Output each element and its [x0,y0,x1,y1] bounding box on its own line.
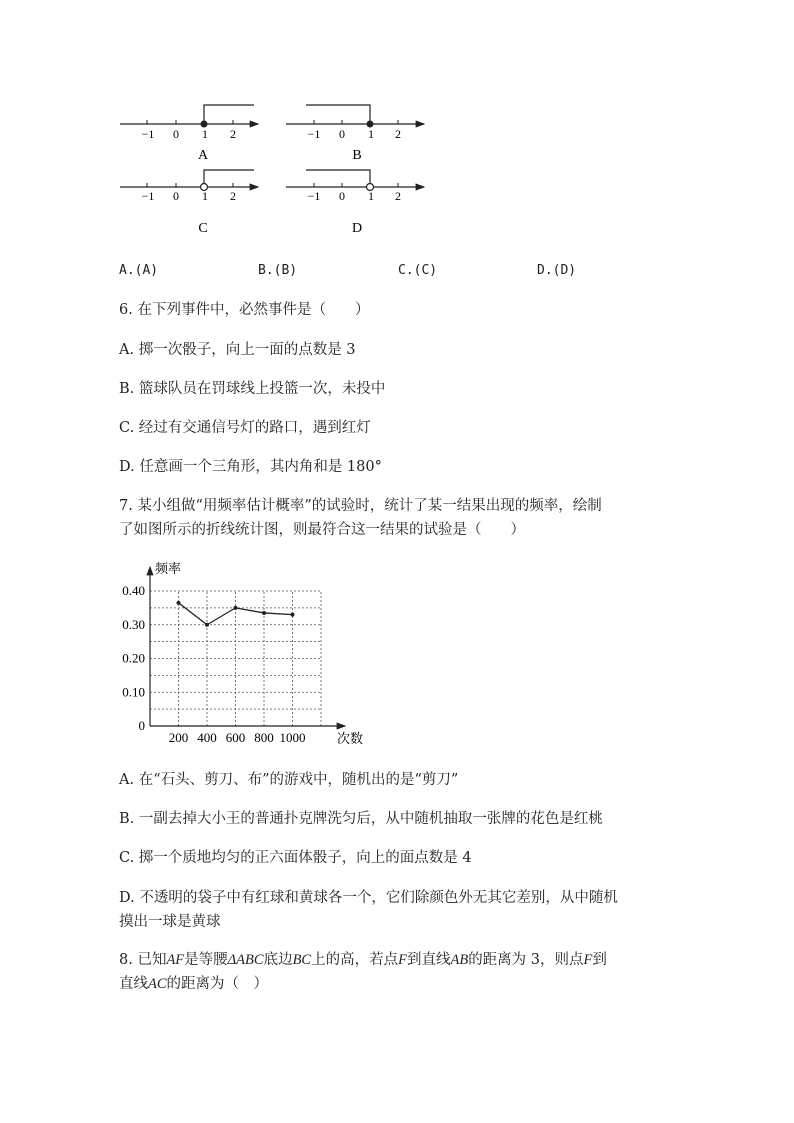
data-point [205,623,209,627]
tick-label: 2 [395,189,401,203]
tick-label: −1 [307,189,321,203]
y-tick-label: 0.40 [122,583,145,598]
figure-label-d: D [351,221,363,236]
tick-label: 2 [395,127,401,141]
q5-option-b: B.(B) [258,263,298,278]
y-tick-label: 0.10 [122,684,145,700]
tick-label: −1 [307,127,321,141]
tick-label: −1 [141,127,155,141]
x-tick-label: 600 [225,730,246,745]
q8-stem-line1: 8. 已知AF是等腰ΔABC底边BC上的高，若点F到直线AB的距离为 3，则点F到 [119,952,607,968]
data-point [262,611,266,615]
x-axis-label: 次数 [337,731,364,746]
q7-option-a: A. 在“石头、剪刀、布”的游戏中，随机出的是“剪刀” [119,772,459,788]
y-tick-label: 0 [138,718,145,733]
data-point [177,601,181,605]
y-axis-label: 频率 [155,561,182,576]
q5-option-a: A.(A) [119,263,159,278]
q7-option-d-line1: D. 不透明的袋子中有红球和黄球各一个，它们除颜色外无其它差别，从中随机 [119,890,618,906]
q7-stem-line2: 了如图所示的折线统计图，则最符合这一结果的试验是（ ） [119,522,525,538]
data-point [291,613,295,617]
q6-option-a: A. 掷一次骰子，向上一面的点数是 3 [119,342,356,358]
q7-option-c: C. 掷一个质地均匀的正六面体骰子，向上的面点数是 4 [119,850,472,866]
tick-label: 0 [339,189,345,203]
tick-label: 2 [230,189,236,203]
tick-label: 1 [368,127,374,141]
y-tick-label: 0.20 [122,650,145,666]
q6-option-d: D. 任意画一个三角形，其内角和是 180° [119,459,382,475]
q6-option-c: C. 经过有交通信号灯的路口，遇到红灯 [119,420,371,436]
q6-option-b: B. 篮球队员在罚球线上投篮一次，未投中 [119,381,386,397]
chart-grid [150,591,321,726]
data-point [234,606,238,610]
x-tick-label: 800 [254,730,274,745]
tick-label: 1 [202,127,208,141]
x-tick-label: 1000 [279,730,306,745]
figure-label-c: C [198,221,208,236]
x-tick-label: 200 [168,730,189,745]
q5-option-d: D.(D) [537,263,577,278]
tick-label: 0 [173,127,179,141]
tick-label: 1 [202,189,208,203]
q6-stem: 6. 在下列事件中，必然事件是（ ） [119,302,370,318]
q8-stem-line2: 直线AC的距离为（ ） [119,976,269,992]
tick-label: 2 [230,127,236,141]
q7-option-b: B. 一副去掉大小王的普通扑克牌洗匀后，从中随机抽取一张牌的花色是红桃 [119,811,603,827]
q7-stem-line1: 7. 某小组做“用频率估计概率”的试验时，统计了某一结果出现的频率，绘制 [119,498,602,514]
tick-label: 1 [368,189,374,203]
tick-label: −1 [141,189,155,203]
q7-option-d-line2: 摸出一球是黄球 [119,914,221,930]
figure-label-b: B [352,148,362,163]
q5-option-c: C.(C) [398,263,438,278]
tick-label: 0 [339,127,345,141]
x-tick-label: 400 [197,730,217,745]
figure-label-a: A [197,148,209,163]
tick-label: 0 [173,189,179,203]
y-tick-label: 0.30 [122,616,145,632]
